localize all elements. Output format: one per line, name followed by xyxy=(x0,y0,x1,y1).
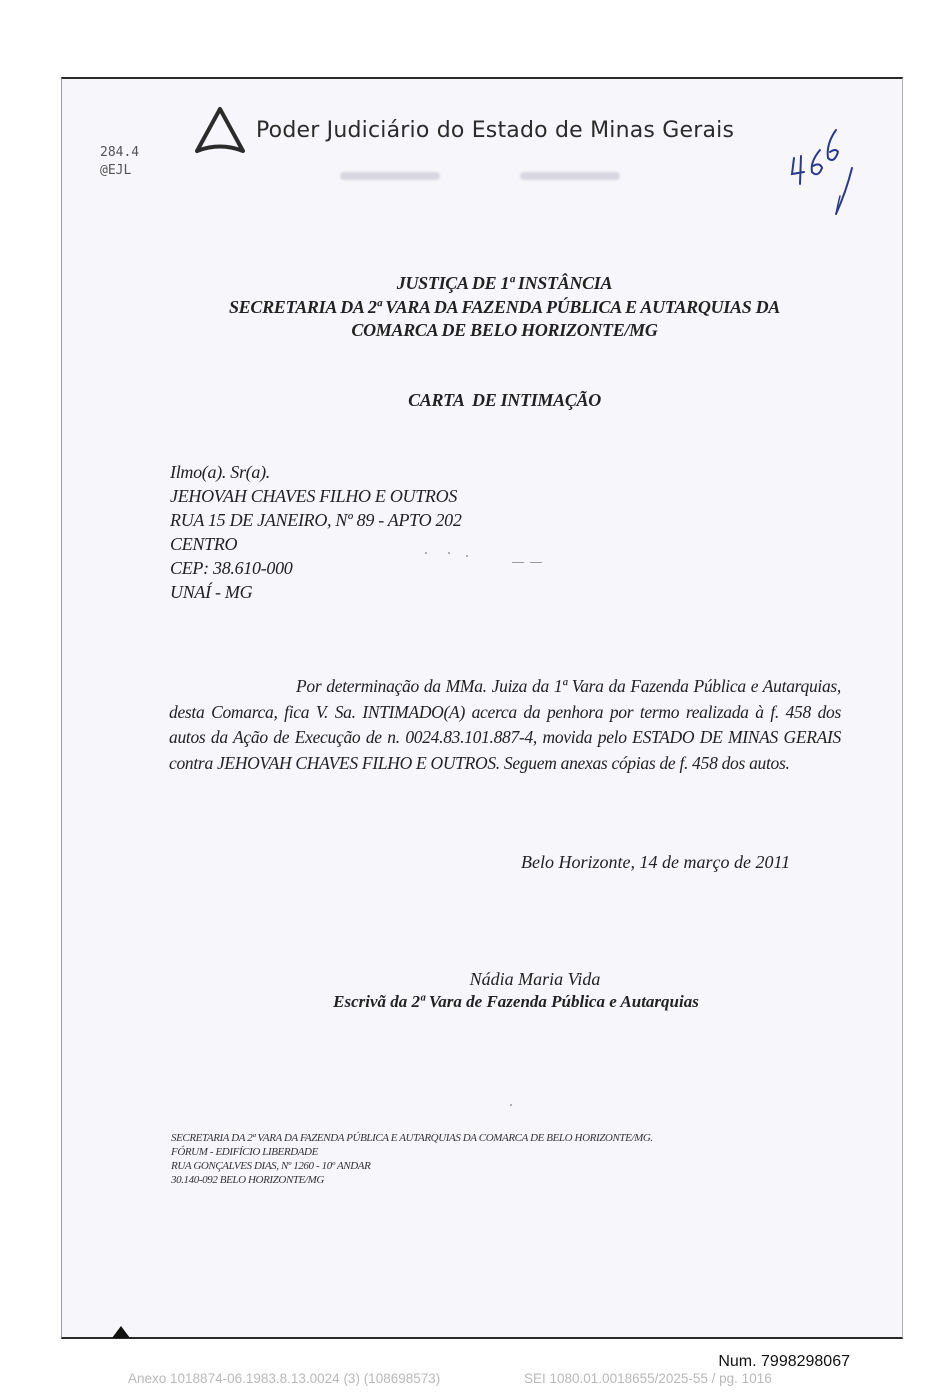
document-number: Num. 7998298067 xyxy=(718,1353,850,1370)
date-line: Belo Horizonte, 14 de março de 2011 xyxy=(521,852,791,872)
recipient-district: CENTRO xyxy=(170,534,238,554)
recipient-city: UNAÍ - MG xyxy=(170,582,253,602)
scan-corner-mark xyxy=(112,1326,130,1338)
heading-line-2: SECRETARIA DA 2ª VARA DA FAZENDA PÚBLICA E AUTARQUIAS DA xyxy=(228,297,781,317)
scan-speck xyxy=(530,562,542,563)
tjmg-logo-icon xyxy=(194,106,246,156)
heading-line-1: JUSTIÇA DE 1ª INSTÂNCIA xyxy=(396,273,613,293)
institution-name: Poder Judiciário do Estado de Minas Gerais xyxy=(256,118,735,143)
notice-paragraph xyxy=(169,674,841,776)
stamp-line-1: 284.4 xyxy=(100,145,140,160)
recipient-block xyxy=(170,460,462,604)
recipient-cep: CEP: 38.610-000 xyxy=(170,558,293,578)
heading-line-3: COMARCA DE BELO HORIZONTE/MG xyxy=(351,320,658,340)
footer-line-1: SECRETARIA DA 2ª VARA DA FAZENDA PÚBLICA E AUTARQUIAS DA COMARCA DE BELO HORIZONTE/MG. xyxy=(171,1132,653,1144)
scan-speck xyxy=(448,552,450,554)
stamp-line-2: @EJL xyxy=(100,163,132,178)
handwritten-page-number xyxy=(788,122,868,222)
faded-text-smudge xyxy=(340,172,440,180)
scan-speck xyxy=(510,1104,512,1106)
recipient-street: RUA 15 DE JANEIRO, Nº 89 - APTO 202 xyxy=(170,510,462,530)
document-title: CARTA DE INTIMAÇÃO xyxy=(408,390,601,410)
scan-speck xyxy=(425,552,427,554)
recipient-name: JEHOVAH CHAVES FILHO E OUTROS xyxy=(170,486,458,506)
signer-role: Escrivã da 2ª Vara de Fazenda Pública e Autarquias xyxy=(333,992,699,1011)
footer-line-4: 30.140-092 BELO HORIZONTE/MG xyxy=(171,1174,324,1186)
salutation: Ilmo(a). Sr(a). xyxy=(170,462,270,482)
footer-line-3: RUA GONÇALVES DIAS, Nº 1260 - 10º ANDAR xyxy=(171,1160,371,1172)
footer-address xyxy=(171,1131,653,1187)
scan-speck xyxy=(512,562,524,563)
annex-reference: Anexo 1018874-06.1983.8.13.0024 (3) (108698573) xyxy=(128,1371,441,1386)
footer-line-2: FÓRUM - EDIFÍCIO LIBERDADE xyxy=(171,1146,318,1158)
faded-text-smudge xyxy=(520,172,620,180)
sei-reference: SEI 1080.01.0018655/2025-55 / pg. 1016 xyxy=(524,1371,772,1386)
notice-text: Por determinação da MMa. Juiza da 1ª Vara da Fazenda Pública e Autarquias, desta Comarca, fica V. Sa. INTIMADO(A) acerca da penhora por termo realizada à f. 458 dos autos da Ação de Execução de n. 0024.83.101.887-4, movida pelo ESTADO DE MINAS GERAIS contra JEHOVAH CHAVES FILHO E OUTROS. Seguem anexas cópias de f. 458 dos autos. xyxy=(169,676,841,773)
signer-name: Nádia Maria Vida xyxy=(469,969,601,989)
scan-speck xyxy=(466,555,468,557)
stamp-code xyxy=(100,144,139,180)
